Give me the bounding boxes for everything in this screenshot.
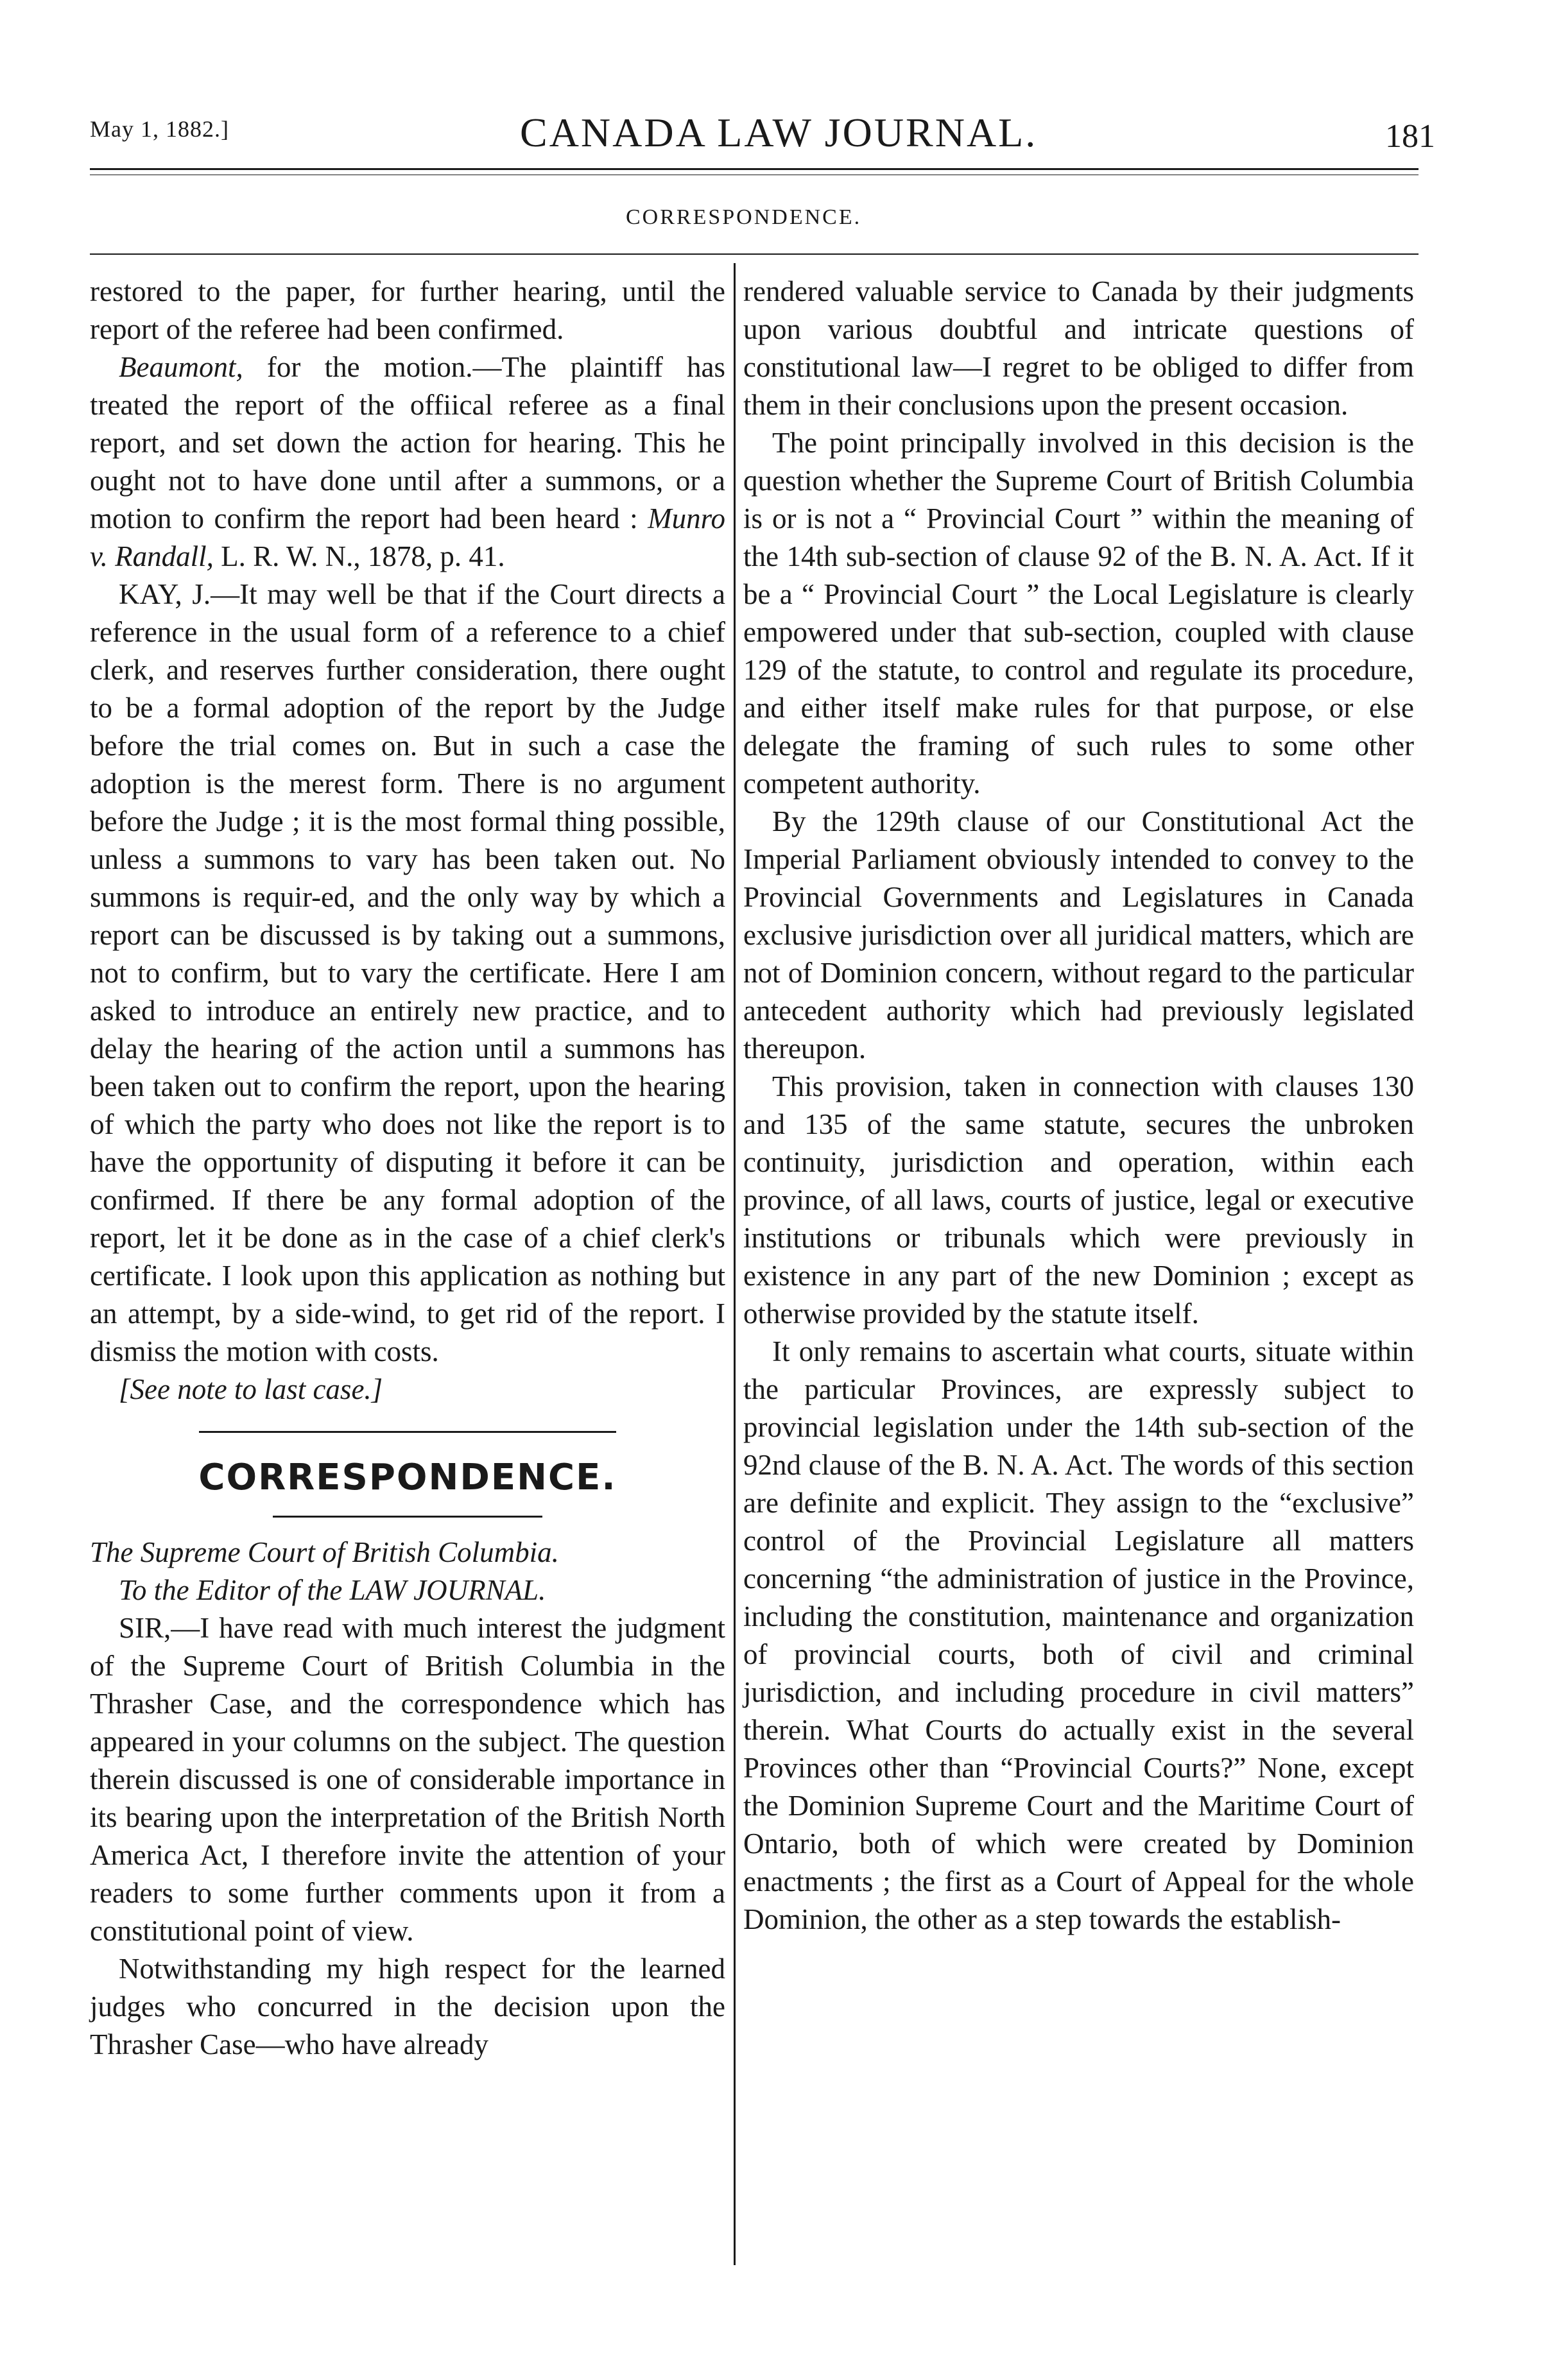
- note: [See note to last case.]: [119, 1373, 383, 1405]
- column-separator: [734, 263, 736, 2265]
- right-column: [743, 273, 1414, 1939]
- citation-text: L. R. W. N., 1878, p. 41.: [213, 540, 505, 572]
- section-rule: [90, 253, 1419, 255]
- paragraph: The point principally involved in this decision is the question whether the Supreme Court of British Columbia is or is not a “ Provincial Court ” within the meaning of the 14th sub-section of clause 92 of the B. N. A. Act. If it be a “ Provincial Court ” the Local Legislature is clearly empowered under that sub-section, coupled with clause 129 of the statute, to control and regulate its procedure, and either itself make rules for that purpose, or else delegate the framing of such rules to some other competent authority.: [743, 427, 1414, 800]
- header-rule: [90, 168, 1419, 170]
- paragraph: restored to the paper, for further hearing, until the report of the referee had been confirmed.: [90, 275, 725, 345]
- left-column: [90, 273, 725, 2064]
- divider: [273, 1516, 542, 1518]
- divider: [199, 1431, 616, 1433]
- journal-title: CANADA LAW JOURNAL.: [520, 110, 1038, 155]
- letter-paragraph: SIR,—I have read with much interest the judgment of the Supreme Court of British Columbia in the Thrasher Case, and the correspondence which has appeared in your columns on the subject. The question therein discussed is one of considerable importance in its bearing upon the interpretation of the British North America Act, I therefore invite the attention of your readers to some further comments upon it from a constitutional point of view.: [90, 1612, 725, 1947]
- paragraph: [90, 348, 725, 576]
- paragraph: It only remains to ascertain what courts, situate within the particular Provinces, are expressly subject to provincial legislation under the 14th sub-section of the 92nd clause of the B. N. A. Act. The words of this section are definite and explicit. They assign to the “exclusive” control of the Provincial Legislature all matters concerning “the administration of justice in the Province, including the constitution, maintenance and organization of provincial courts, both of civil and criminal jurisdiction, and including procedure in civil matters” therein. What Courts do actually exist in the several Provinces other than “Provincial Courts?” None, except the Dominion Supreme Court and the Maritime Court of Ontario, both of which were created by Dominion enactments ; the first as a Court of Appeal for the whole Dominion, the other as a step towards the establish-: [743, 1335, 1414, 1935]
- case-citation: Munro v. Randall,: [90, 502, 725, 572]
- correspondence-heading: CORRESPONDENCE.: [198, 1457, 617, 1498]
- paragraph: rendered valuable service to Canada by their judgments upon various doubtful and intricate questions of constitutional law—I regret to be obliged to differ from them in their conclusions upon the present occasion.: [743, 275, 1414, 421]
- paragraph: This provision, taken in connection with clauses 130 and 135 of the same statute, secures the unbroken continuity, jurisdiction and operation, within each province, of all laws, courts of justice, legal or executive institutions or tribunals which were previously in existence in any part of the new Dominion ; except as otherwise provided by the statute itself.: [743, 1070, 1414, 1330]
- paragraph: By the 129th clause of our Constitutional Act the Imperial Parliament obviously intended to convey to the Provincial Governments and Legislatures in Canada exclusive jurisdiction over all juridical matters, which are not of Dominion concern, without regard to the particular antecedent authority which had previously legislated thereupon.: [743, 805, 1414, 1065]
- letter-title: The Supreme Court of British Columbia.: [90, 1536, 559, 1568]
- header-date: May 1, 1882.]: [90, 116, 229, 142]
- counsel-name: Beaumont,: [119, 351, 243, 383]
- paragraph-text: for the motion.—The plaintiff has treated the report of the offiical referee as a final report, and set down the action for hearing. This he ought not to have done until after a summons, or a motion to confirm the report had been heard :: [90, 351, 725, 535]
- judgment-paragraph: KAY, J.—It may well be that if the Court directs a reference in the usual form of a reference to a chief clerk, and reserves further consideration, there ought to be a formal adoption of the report by the Judge before the trial comes on. But in such a case the adoption is the merest form. There is no argument before the Judge ; it is the most formal thing possible, unless a summons to vary has been taken out. No summons is requir-ed, and the only way by which a report can be discussed is by taking out a summons, not to confirm, but to vary the certificate. Here I am asked to introduce an entirely new practice, and to delay the hearing of the action until a summons has been taken out to confirm the report, upon the hearing of which the party who does not like the report is to have the opportunity of disputing it before it can be confirmed. If there be any formal adoption of the report, let it be done as in the case of a chief clerk's certificate. I look upon this application as nothing but an attempt, by a side-wind, to get rid of the report. I dismiss the motion with costs.: [90, 578, 725, 1367]
- letter-paragraph: Notwithstanding my high respect for the learned judges who concurred in the decision upon the Thrasher Case—who have already: [90, 1953, 725, 2060]
- addressee: To the Editor of the LAW JOURNAL.: [119, 1574, 546, 1606]
- section-running-head: CORRESPONDENCE.: [626, 205, 862, 229]
- page-number: 181: [1385, 118, 1435, 155]
